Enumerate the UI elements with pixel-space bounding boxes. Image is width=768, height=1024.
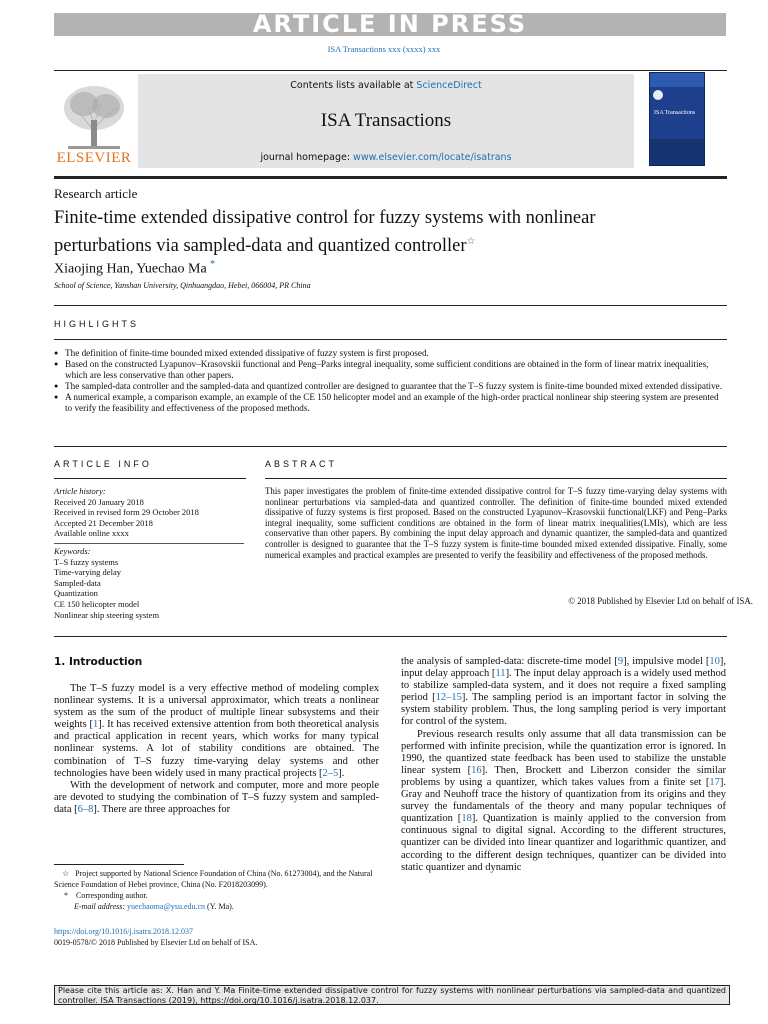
header-divider xyxy=(54,70,727,71)
article-info xyxy=(54,486,244,620)
masthead-thick-divider xyxy=(54,176,727,179)
keywords-label: Keywords: xyxy=(54,545,91,556)
citation-ref[interactable]: 17 xyxy=(709,776,720,788)
affiliation: School of Science, Yanshan University, Qinhuangdao, Hebei, 066004, PR China xyxy=(54,281,311,290)
citation-ref[interactable]: 2–5 xyxy=(322,767,339,779)
keyword-item: T–S fuzzy systems xyxy=(54,556,119,567)
citation-ref[interactable]: 11 xyxy=(495,668,506,680)
highlight-item: ● The definition of finite-time bounded mixed extended dissipative of fuzzy system is first proposed. xyxy=(54,348,728,359)
article-in-press-banner: ARTICLE IN PRESS xyxy=(54,13,726,36)
abstract-label: ABSTRACT xyxy=(265,459,338,469)
history-item: Available online xxxx xyxy=(54,528,129,539)
info-top-divider xyxy=(54,446,727,447)
keyword-item: Sampled-data xyxy=(54,577,101,588)
highlight-item: ● Based on the constructed Lyapunov–Krasovskii functional and Peng–Parks integral inequality, some sufficient conditions are obtained in the form of linear matrix inequalities, which are less conservative than other papers. xyxy=(54,359,728,381)
homepage-line xyxy=(138,152,634,163)
highlight-item: ● The sampled-data controller and the sampled-data and quantized controller are designed to guarantee that the T–S fuzzy system is finite-time bounded mixed extended dissipative. xyxy=(54,381,728,392)
article-title xyxy=(54,207,694,258)
section-heading-introduction: 1. Introduction xyxy=(54,656,143,668)
paragraph: The T–S fuzzy model is a very effective method of modeling complex nonlinear systems. It is a universal approximator, which treats a nonlinear system as the sum of the product of multiple linear subsystems and their weights [1]. It has received extensive attention from both theoretical analysis and practical application in recent years, which works for many typical nonlinear systems. A lot of stability conditions are obtained. The combination of T–S fuzzy time-varying delay systems and other technologies have been widely used in many practical projects [2–5]. xyxy=(54,683,379,779)
homepage-prefix: journal homepage: xyxy=(260,152,354,163)
abstract-copyright: © 2018 Published by Elsevier Ltd on behalf of ISA. xyxy=(568,596,753,606)
cover-title: ISA Transactions xyxy=(654,110,696,116)
citation-ref[interactable]: 6–8 xyxy=(77,803,94,815)
highlights-divider xyxy=(54,339,727,340)
paragraph: With the development of network and computer, more and more people are devoted to studying the combination of T–S fuzzy system and sampled-data [6–8]. There are three approaches for xyxy=(54,779,379,815)
email-footnote: E-mail address: yuechaoma@ysu.edu.cn (Y. Ma). xyxy=(74,902,234,911)
elsevier-wordmark: ELSEVIER xyxy=(56,150,132,166)
article-info-label: ARTICLE INFO xyxy=(54,459,152,469)
doi-block xyxy=(54,926,257,948)
corresponding-author-mark[interactable]: * xyxy=(210,259,216,270)
body-column-left xyxy=(54,683,379,816)
abstract-text: This paper investigates the problem of finite-time extended dissipative control for T–S fuzzy time-varying delay systems with nonlinear perturbations via sampled-data and quantized controller. The definition of finite-time bounded mixed extended dissipative of fuzzy systems is first proposed. Based on the constructed Lyapunov–Krasovskii functional(LKF) and Peng–Parks integral inequality, some sufficient conditions are obtained in the form of linear matrix inequalities(LMIs), which are less conservative than other papers. By combining the input delay approach and dynamic quantizer, the sampled-data and quantized controller is designed to guarantee that the T–S fuzzy system is finite-time bounded mixed extended dissipative. Finally, some numerical examples and practical examples are presented to verify the feasibility and effectiveness of the proposed methods. xyxy=(265,486,727,560)
abstract-divider xyxy=(265,478,727,479)
journal-reference[interactable]: ISA Transactions xxx (xxxx) xxx xyxy=(327,44,441,54)
contents-line xyxy=(138,80,634,91)
sciencedirect-link[interactable]: ScienceDirect xyxy=(416,80,482,91)
journal-cover-thumbnail xyxy=(649,72,705,166)
keyword-item: Time-varying delay xyxy=(54,567,121,578)
citation-ref[interactable]: 10 xyxy=(709,656,720,667)
article-type: Research article xyxy=(54,186,138,201)
issn-line: 0019-0578/© 2018 Published by Elsevier Ltd on behalf of ISA. xyxy=(54,938,258,947)
history-item: Received 20 January 2018 xyxy=(54,496,144,507)
journal-title: ISA Transactions xyxy=(320,110,452,131)
highlight-item: ● A numerical example, a comparison example, an example of the CE 150 helicopter model and an example of the high-order practical nonlinear ship steering system are presented to verify the feasibility and effectiveness of the proposed methods. xyxy=(54,392,728,414)
corresponding-footnote: * Corresponding author. xyxy=(54,890,384,901)
email-link[interactable]: yuechaoma@ysu.edu.cn xyxy=(127,902,206,911)
highlights-top-divider xyxy=(54,305,727,306)
keyword-item: Quantization xyxy=(54,588,98,599)
homepage-link[interactable]: www.elsevier.com/locate/isatrans xyxy=(353,152,512,163)
contents-prefix: Contents lists available at xyxy=(290,80,417,91)
title-footnote-mark[interactable]: ☆ xyxy=(466,236,476,247)
citation-ref[interactable]: 16 xyxy=(471,764,482,776)
cover-graphic xyxy=(650,73,705,166)
keyword-item: Nonlinear ship steering system xyxy=(54,609,160,620)
funding-footnote: ☆ Project supported by National Science Foundation of China (No. 61273004), and the Natural Science Foundation of Hebei province, China (No. F2018203099). xyxy=(54,869,373,889)
corresponding-mark: * xyxy=(64,891,68,900)
authors-text: Xiaojing Han, Yuechao Ma xyxy=(54,261,207,277)
info-inner-divider xyxy=(54,543,244,544)
body-top-divider xyxy=(54,636,727,637)
article-title-text: Finite-time extended dissipative control for fuzzy systems with nonlinear perturbations via sampled-data and quantized controller xyxy=(54,208,596,257)
article-info-divider xyxy=(54,478,246,479)
footnotes xyxy=(54,868,384,912)
history-item: Accepted 21 December 2018 xyxy=(54,517,153,528)
citation-box: Please cite this article as: X. Han and Y. Ma Finite-time extended dissipative control for fuzzy systems with nonlinear perturbations via sampled-data and quantized controller. ISA Transactions (2019), https://doi.org/10.1016/j.isatra.2018.12.037. xyxy=(54,985,730,1005)
paragraph: Previous research results only assume that all data transmission can be performed with infinite precision, while the quantization error is ignored. In 1990, the quantized state feedback has been used to stabilize the unstable linear system [16]. Then, Brockett and Liberzon consider the similar problems by using a quantizer, which takes values from a finite set [17]. Gray and Neuhoff trace the history of quantization from its origins and they survey the fundamentals of the theory and many popular techniques of quantization [18]. Quantization is mainly applied to the conversion from continuous signal to digital signal. According to the different structures, quantizer can be divided into linear quantizer and logarithmic quantizer, and according to the different design techniques, quantizer can be divided into static quantizer and dynamic xyxy=(401,728,726,873)
citation-ref[interactable]: 18 xyxy=(461,813,472,825)
doi-link[interactable]: https://doi.org/10.1016/j.isatra.2018.12.037 xyxy=(54,927,193,936)
citation-ref[interactable]: 1 xyxy=(92,719,99,731)
footnote-divider xyxy=(54,864,184,865)
journal-masthead xyxy=(138,74,634,168)
paragraph: the analysis of sampled-data: discrete-time model [9], impulsive model [10], input delay approach [11]. The input delay approach is a widely used method to stabilize sampled-data system, and it does not require a fixed sampling period [12–15]. The sampling period is an important factor in solving the system stability problem. Thus, the long sampling period is very important for control of the system. xyxy=(401,656,727,728)
history-label: Article history: xyxy=(54,486,106,496)
highlights-list xyxy=(54,348,728,414)
history-item: Received in revised form 29 October 2018 xyxy=(54,507,199,518)
author-list xyxy=(54,259,215,278)
highlights-label: HIGHLIGHTS xyxy=(54,319,140,329)
funding-mark: ☆ xyxy=(62,869,70,878)
citation-ref[interactable]: 12–15 xyxy=(435,692,462,704)
body-column-right xyxy=(401,656,726,874)
keyword-item: CE 150 helicopter model xyxy=(54,598,140,609)
citation-ref[interactable]: 9 xyxy=(617,656,624,667)
